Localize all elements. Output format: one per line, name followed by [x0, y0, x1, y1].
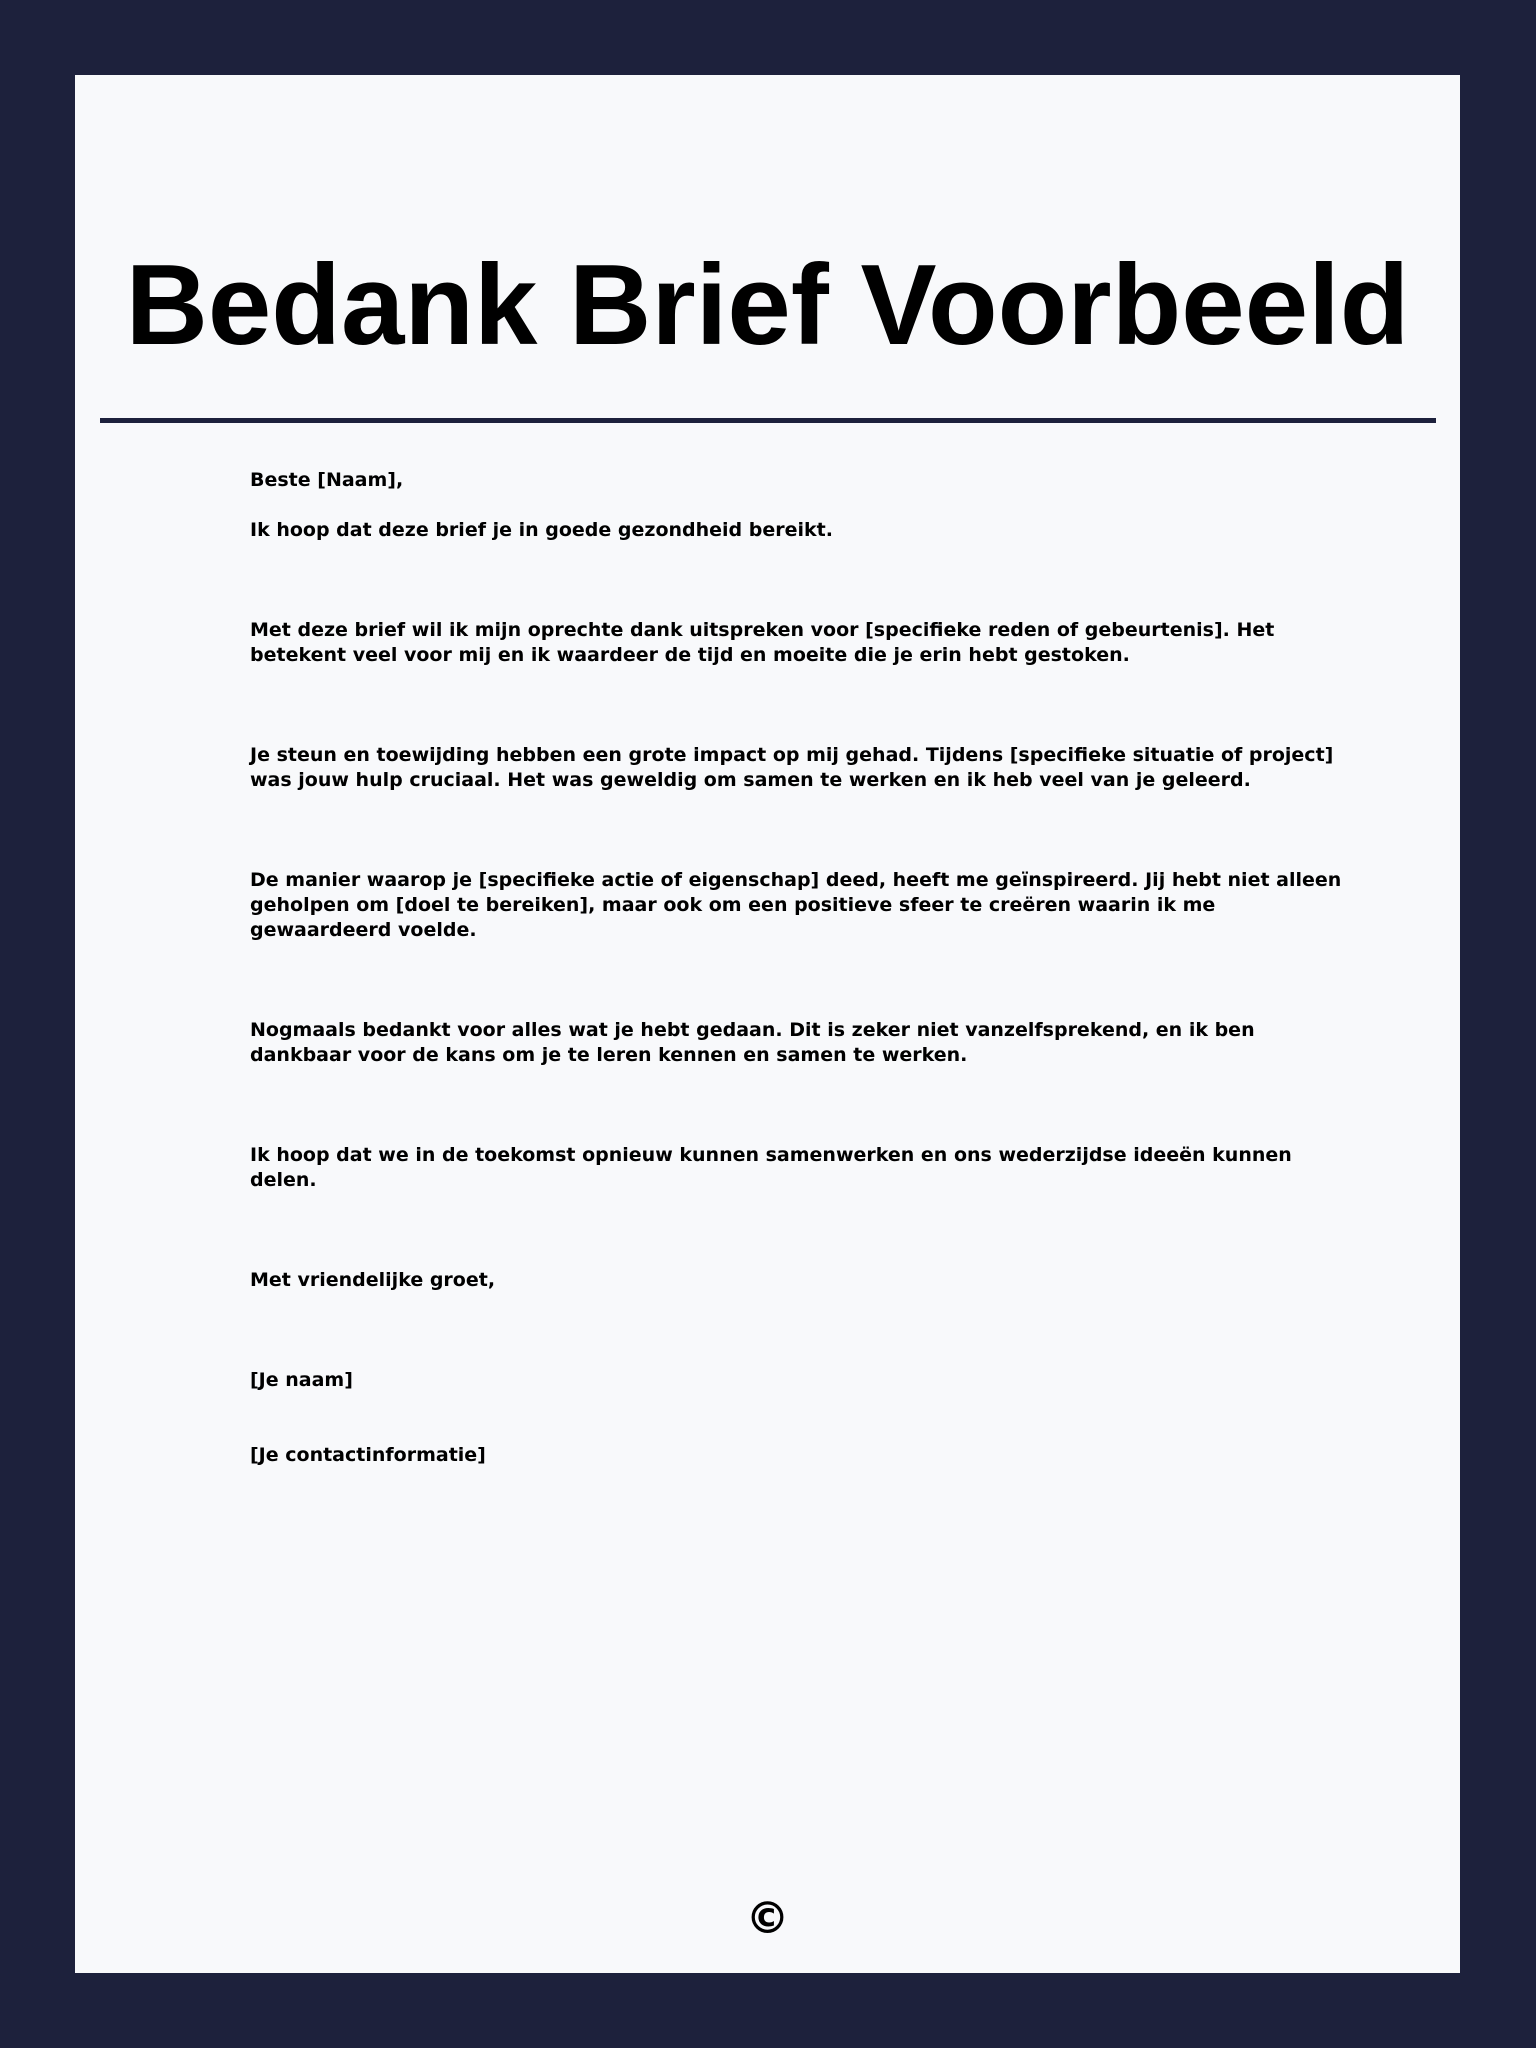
sender-name: [Je naam] [250, 1369, 353, 1391]
closing: Met vriendelijke groet, [250, 1269, 496, 1291]
body-paragraph: De manier waarop je [specifieke actie of eigenschap] deed, heeft me geïnspireerd. Jij hebt niet alleen geholpen om [doel te bereiken], maar ook om een positieve sfeer te creëren waarin ik me gewaardeerd voelde. [250, 869, 1342, 941]
salutation: Beste [Naam], [250, 469, 404, 491]
title-divider [100, 418, 1436, 423]
body-paragraph: Ik hoop dat we in de toekomst opnieuw kunnen samenwerken en ons wederzijdse ideeën kunnen delen. [250, 1144, 1292, 1191]
letter-body [250, 468, 1360, 1468]
body-paragraph: Nogmaals bedankt voor alles wat je hebt gedaan. Dit is zeker niet vanzelfsprekend, en ik ben dankbaar voor de kans om je te leren kennen en samen te werken. [250, 1019, 1255, 1066]
copyright-icon: © [745, 1893, 790, 1944]
page-title: Bedank Brief Voorbeeld [125, 242, 1410, 369]
sender-contact: [Je contactinformatie] [250, 1444, 486, 1466]
intro-paragraph: Ik hoop dat deze brief je in goede gezondheid bereikt. [250, 519, 833, 541]
body-paragraph: Je steun en toewijding hebben een grote impact op mij gehad. Tijdens [specifieke situatie of project] was jouw hulp cruciaal. Het was geweldig om samen te werken en ik heb veel van je geleerd. [250, 744, 1334, 791]
letter-page [75, 75, 1460, 1973]
body-paragraph: Met deze brief wil ik mijn oprechte dank uitspreken voor [specifieke reden of gebeurtenis]. Het betekent veel voor mij en ik waardeer de tijd en moeite die je erin hebt gestoken. [250, 619, 1275, 666]
